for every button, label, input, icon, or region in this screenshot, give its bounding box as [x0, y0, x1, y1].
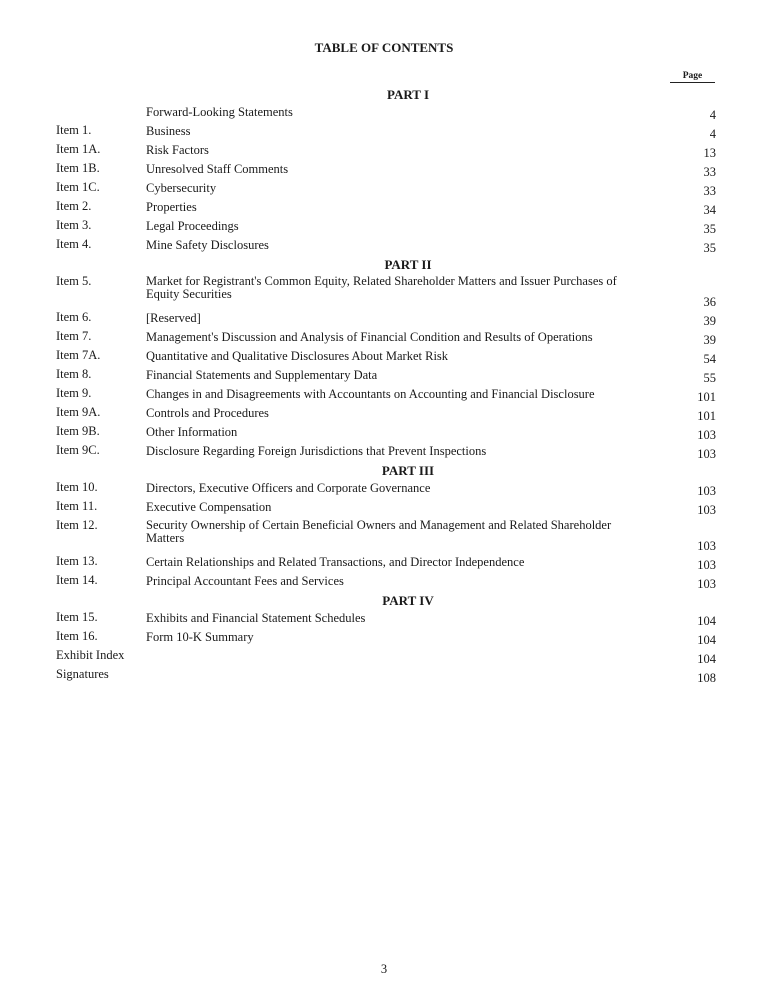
toc-entry[interactable] [56, 480, 716, 499]
page-number[interactable]: 55 [703, 371, 716, 385]
part-heading: PART III [381, 463, 435, 478]
page-number[interactable]: 39 [703, 333, 716, 347]
entry-title[interactable]: Mine Safety Disclosures [146, 238, 269, 252]
page-number-footer: 3 [380, 962, 388, 976]
page-column-header: Page [670, 71, 715, 83]
entry-title[interactable]: Market for Registrant's Common Equity, Related Shareholder Matters and Issuer Purchases of Equity Securities [146, 274, 617, 301]
entry-title[interactable]: Unresolved Staff Comments [146, 162, 289, 176]
page-number[interactable]: 35 [703, 222, 716, 236]
entry-title[interactable]: Form 10-K Summary [146, 630, 254, 644]
item-number: Item 9B. [56, 424, 100, 438]
page-number[interactable]: 33 [703, 165, 716, 179]
item-number: Item 7. [56, 329, 92, 343]
item-number: Item 4. [56, 237, 92, 251]
item-number: Item 1. [56, 123, 92, 137]
toc-entry[interactable] [56, 104, 716, 123]
page-number[interactable]: 36 [703, 295, 716, 309]
item-number: Item 3. [56, 218, 92, 232]
page-number[interactable]: 103 [697, 484, 716, 498]
page-number[interactable]: 104 [697, 652, 716, 666]
part-heading: PART I [386, 87, 430, 102]
item-number: Item 1A. [56, 142, 101, 156]
page-number[interactable]: 103 [697, 558, 716, 572]
page-number[interactable]: 34 [703, 203, 716, 217]
entry-title[interactable]: Certain Relationships and Related Transactions, and Director Independence [146, 555, 525, 569]
entry-title[interactable]: Exhibits and Financial Statement Schedules [146, 611, 366, 625]
entry-title[interactable]: Business [146, 124, 191, 138]
entry-title[interactable]: Security Ownership of Certain Beneficial Owners and Management and Related Shareholder Matters [146, 518, 612, 545]
toc-entry[interactable] [56, 180, 716, 199]
page-number[interactable]: 4 [709, 127, 716, 141]
page-number[interactable]: 103 [697, 503, 716, 517]
page-number[interactable]: 103 [697, 428, 716, 442]
table-of-contents [56, 86, 716, 686]
item-number: Item 8. [56, 367, 92, 381]
toc-entry[interactable] [56, 386, 716, 405]
toc-entry[interactable] [56, 424, 716, 443]
toc-entry[interactable] [56, 237, 716, 256]
toc-entry[interactable] [56, 123, 716, 142]
entry-title[interactable]: Financial Statements and Supplementary Data [146, 368, 378, 382]
entry-title [124, 648, 676, 649]
item-number: Item 14. [56, 573, 98, 587]
item-number: Item 5. [56, 274, 92, 288]
page-number[interactable]: 108 [697, 671, 716, 685]
toc-entry[interactable] [56, 274, 716, 310]
toc-entry[interactable] [56, 367, 716, 386]
entry-title[interactable]: Cybersecurity [146, 181, 217, 195]
toc-entry[interactable] [56, 218, 716, 237]
page-number[interactable]: 4 [709, 108, 716, 122]
entry-title[interactable]: Risk Factors [146, 143, 209, 157]
item-number[interactable]: Exhibit Index [56, 648, 125, 662]
entry-title[interactable]: Management's Discussion and Analysis of Financial Condition and Results of Operations [146, 330, 593, 344]
item-number: Item 9. [56, 386, 92, 400]
page-number[interactable]: 13 [703, 146, 716, 160]
entry-title[interactable]: Disclosure Regarding Foreign Jurisdictions that Prevent Inspections [146, 444, 487, 458]
toc-entry[interactable] [56, 142, 716, 161]
toc-entry[interactable] [56, 573, 716, 592]
page-number[interactable]: 39 [703, 314, 716, 328]
entry-title[interactable]: Other Information [146, 425, 238, 439]
item-number: Item 1B. [56, 161, 100, 175]
page-number[interactable]: 101 [697, 409, 716, 423]
toc-entry[interactable] [56, 329, 716, 348]
toc-entry[interactable] [56, 648, 716, 667]
toc-entry[interactable] [56, 518, 716, 554]
entry-title[interactable]: Executive Compensation [146, 500, 272, 514]
toc-entry[interactable] [56, 199, 716, 218]
toc-entry[interactable] [56, 629, 716, 648]
page-number[interactable]: 103 [697, 447, 716, 461]
page-number[interactable]: 103 [697, 577, 716, 591]
page-number[interactable]: 101 [697, 390, 716, 404]
item-number: Item 7A. [56, 348, 101, 362]
item-number: Item 6. [56, 310, 92, 324]
page-number[interactable]: 104 [697, 633, 716, 647]
item-number: Item 1C. [56, 180, 100, 194]
item-number: Item 12. [56, 518, 98, 532]
entry-title[interactable]: Directors, Executive Officers and Corporate Governance [146, 481, 431, 495]
toc-entry[interactable] [56, 405, 716, 424]
toc-title: TABLE OF CONTENTS [314, 40, 454, 55]
item-number: Item 15. [56, 610, 98, 624]
item-number: Item 11. [56, 499, 98, 513]
page-number[interactable]: 33 [703, 184, 716, 198]
page-number[interactable]: 104 [697, 614, 716, 628]
toc-entry[interactable] [56, 554, 716, 573]
toc-entry[interactable] [56, 667, 716, 686]
item-number: Item 13. [56, 554, 98, 568]
item-number: Item 9A. [56, 405, 101, 419]
page-number[interactable]: 103 [697, 539, 716, 553]
toc-entry[interactable] [56, 348, 716, 367]
toc-entry[interactable] [56, 443, 716, 462]
toc-entry[interactable] [56, 310, 716, 329]
entry-title[interactable]: Properties [146, 200, 197, 214]
part-heading: PART IV [382, 593, 434, 608]
toc-entry[interactable] [56, 499, 716, 518]
item-number: Item 10. [56, 480, 98, 494]
item-number: Item 16. [56, 629, 98, 643]
entry-title[interactable]: Controls and Procedures [146, 406, 269, 420]
entry-title[interactable]: Principal Accountant Fees and Services [146, 574, 344, 588]
entry-title[interactable]: [Reserved] [146, 311, 201, 325]
item-number: Item 2. [56, 199, 92, 213]
entry-title[interactable]: Changes in and Disagreements with Accountants on Accounting and Financial Disclosure [146, 387, 595, 401]
item-number: Item 9C. [56, 443, 100, 457]
entry-title [109, 667, 676, 668]
toc-entry[interactable] [56, 161, 716, 180]
page-number[interactable]: 35 [703, 241, 716, 255]
item-number[interactable]: Signatures [56, 667, 109, 681]
entry-title[interactable]: Forward-Looking Statements [146, 105, 293, 119]
page-number[interactable]: 54 [703, 352, 716, 366]
entry-title[interactable]: Legal Proceedings [146, 219, 239, 233]
toc-entry[interactable] [56, 610, 716, 629]
part-heading: PART II [384, 257, 432, 272]
entry-title[interactable]: Quantitative and Qualitative Disclosures About Market Risk [146, 349, 449, 363]
